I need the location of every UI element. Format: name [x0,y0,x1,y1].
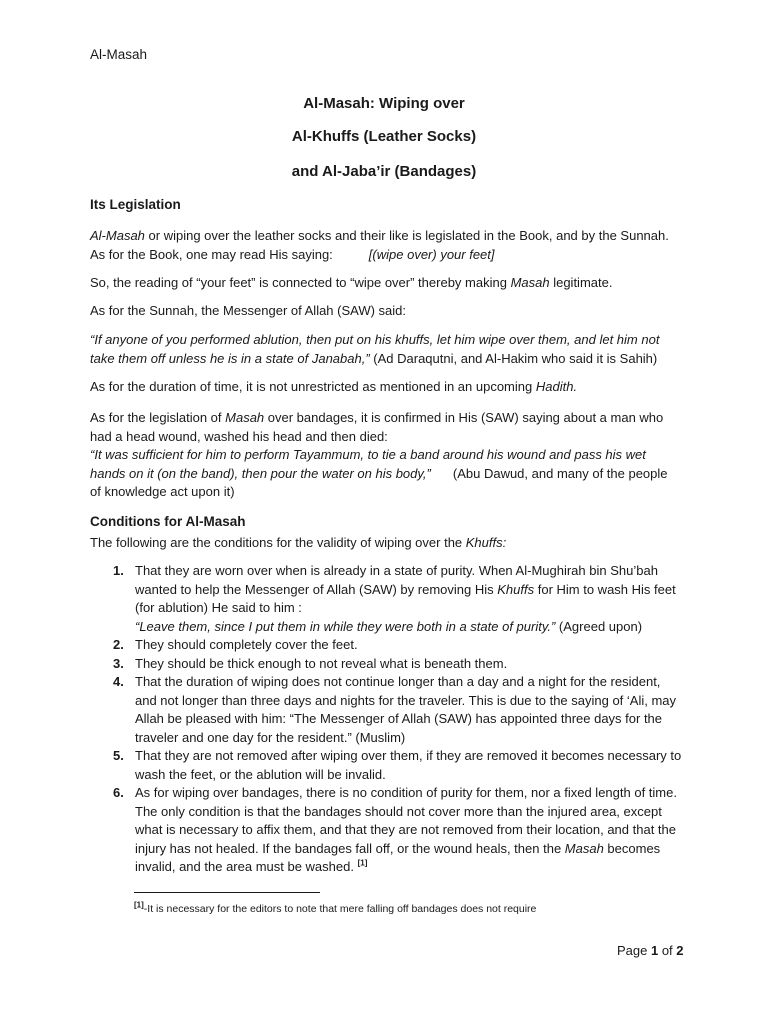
legislation-heading: Its Legislation [90,197,181,212]
paragraph-book: Al-Masah or wiping over the leather socks and their like is legislated in the Book, and by the Sunnah. As for the Book, one may read His saying: [(wipe over) your feet] [90,228,669,262]
page-number: Page 1 of 2 [617,943,684,958]
quran-quote: [(wipe over) your feet] [368,246,495,262]
title-line-2: Al-Khuffs (Leather Socks) [291,128,477,145]
list-item: 1. That they are worn over when is already in a state of purity. When Al-Mughirah bin Shu’bah wanted to help the Messenger of Allah (SAW) by removing His Khuffs for Him to wash His feet (for ablution) He said to him : “Leave them, since I put them in while they were both in a state of purity.” (Agreed upon) [113,563,676,634]
title-line-1: Al-Masah: Wiping over [303,95,465,112]
footnote-mark: [1] [134,900,144,910]
list-item: 3. They should be thick enough to not reveal what is beneath them. [113,655,508,671]
list-item: 2. They should completely cover the feet. [113,637,358,652]
footnote-reference[interactable]: [1] [357,858,368,868]
footnote: [1]-It is necessary for the editors to note that mere falling off bandages does not require [134,900,537,915]
list-item: 5. That they are not removed after wiping over them, if they are removed it becomes necessary to wash the feet, or the ablution will be invalid. [113,748,682,782]
paragraph-sunnah: As for the Sunnah, the Messenger of Allah (SAW) said: [90,303,407,318]
list-item: 6. As for wiping over bandages, there is no condition of purity for them, nor a fixed length of time. The only condition is that the bandages should not cover more than the injured area, except what is necessary to affix them, and that they are not removed from their location, and that the injury has not healed. If the bandages fall off, or the wound heals, then the Masah becomes invalid, and the area must be washed. [1] [113,785,677,874]
conditions-intro: The following are the conditions for the validity of wiping over the Khuffs: [90,535,507,550]
hadith-khuffs: “If anyone of you performed ablution, then put on his khuffs, let him wipe over them, and let him not take them off unless he is in a state of Janabah,” (Ad Daraqutni, and Al-Hakim who said it is Sahih) [90,332,660,366]
conditions-heading: Conditions for Al-Masah [90,514,246,529]
running-header: Al-Masah [90,47,148,62]
paragraph-bandages: As for the legislation of Masah over bandages, it is confirmed in His (SAW) saying about a man who had a head wound, washed his head and then died: “It was sufficient for him to perform Tayammum, to tie a band around his wound and pass his wet hands on it (on the band), then pour the water on his body,” (Abu Dawud, and many of the people of knowledge act upon it) [90,410,668,499]
footnote-separator [134,892,320,893]
list-item: 4. That the duration of wiping does not continue longer than a day and a night for the resident, and not longer than three days and nights for the traveler. This is due to the saying of ‘Ali, may Allah be pleased with him: “The Messenger of Allah (SAW) has appointed three days for the traveler and one day for the resident.” (Muslim) [113,674,677,745]
conditions-list [90,562,682,877]
paragraph-duration: As for the duration of time, it is not unrestricted as mentioned in an upcoming Hadith. [90,379,578,394]
hadith-bandages: “It was sufficient for him to perform Tayammum, to tie a band around his wound and pass his wet hands on it (on the band), then pour the water on his body,” [90,447,646,481]
paragraph-reading: So, the reading of “your feet” is connected to “wipe over” thereby making Masah legitimate. [90,275,613,290]
title-line-3: and Al-Jaba’ir (Bandages) [291,163,477,180]
term-al-masah: Al-Masah [90,228,145,243]
